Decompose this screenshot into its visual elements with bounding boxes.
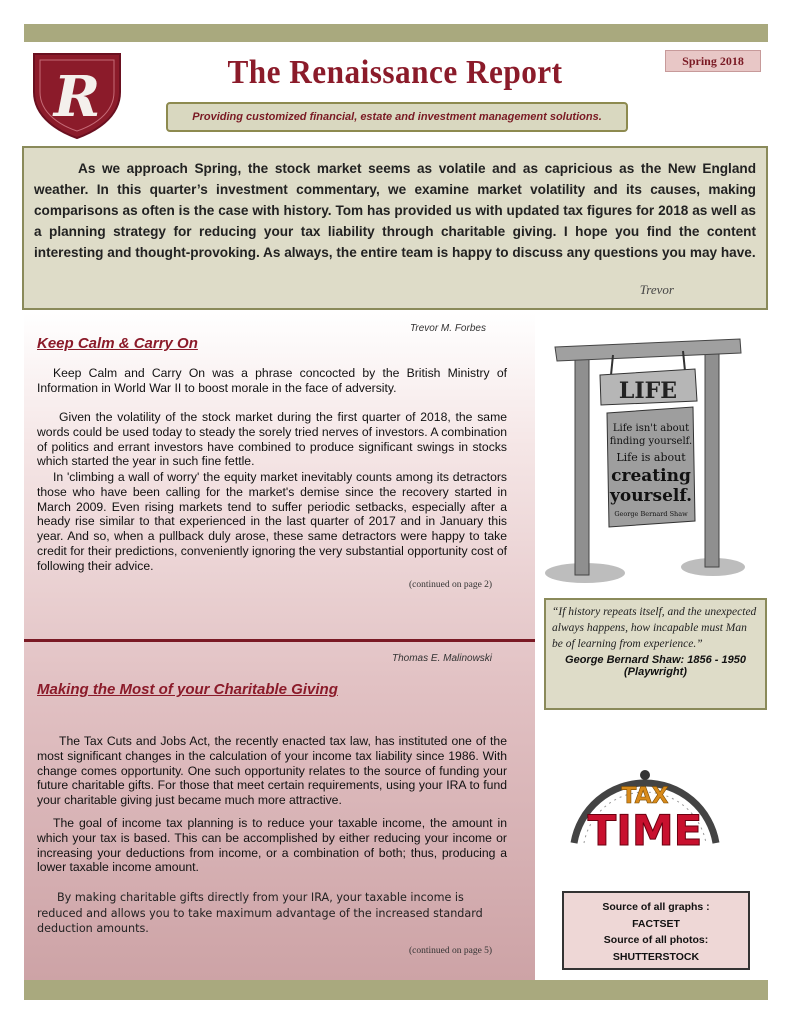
photos-source-value: SHUTTERSTOCK — [612, 950, 700, 963]
top-decorative-bar — [24, 24, 768, 42]
life-sign-illustration — [545, 335, 745, 590]
article2-paragraph: By making charitable gifts directly from your IRA, your taxable income is reduced and allows you to take maximum advantage of the increased standard deduction amounts. — [37, 891, 483, 935]
article1-paragraph: Given the volatility of the stock market during the first quarter of 2018, the same words could be used today to steady the sorely tried nerves of investors. A combination of politics and errant investors have combined to produce significant swings in stocks which started the year in such fine fettle. — [37, 410, 507, 469]
sign-text: Life is about — [616, 451, 686, 464]
graphs-source-value: FACTSET — [632, 917, 680, 930]
sources-box — [562, 891, 750, 970]
article1-paragraph: In 'climbing a wall of worry' the equity market inevitably counts among its detractors those who have been calling for the market's demise since the recovery started in March 2009. Even rising markets tend to suffer periodic setbacks, especially after a heady rise similar to that experienced in the last quarter of 2017 and in January this year. And so, when a pullback duly arose, these same detractors were happy to take credit for their predictions, conveniently ignoring the very substantial opportunity cost of following their advice. — [37, 470, 507, 573]
article-divider — [24, 639, 535, 642]
tagline: Providing customized financial, estate and investment management solutions. — [166, 102, 628, 132]
season-badge: Spring 2018 — [665, 50, 761, 72]
quote-box — [544, 598, 767, 710]
sign-text: creating — [611, 466, 691, 486]
article1-continued: (continued on page 2) — [409, 580, 493, 590]
tax-word: TAX — [621, 784, 669, 809]
article2-paragraph: The Tax Cuts and Jobs Act, the recently enacted tax law, has instituted one of the most significant changes in the calculation of your income tax liability since 1986. With change comes opportunity. One such opportunity relates to the source of funding your future charitable gifts. For those that meet certain requirements, using your IRA to fund your charitable giving just became much more attractive. — [37, 734, 507, 808]
graphs-source-label: Source of all graphs : — [602, 901, 710, 913]
intro-text: As we approach Spring, the stock market seems as volatile and as capricious as the New England weather. In this quarter’s investment commentary, we examine market volatility and its causes, making comparisons as often is the case with history. Tom has provided us with updated tax figures for 2018 as well as a planning strategy for reducing your tax liability through charitable giving. I hope you find the content interesting and thought-provoking. As always, the entire team is happy to discuss any questions you may have. — [34, 161, 756, 260]
sign-text: George Bernard Shaw — [614, 510, 688, 518]
time-word: TIME — [587, 806, 703, 855]
sign-text: yourself. — [609, 486, 693, 506]
sign-text: finding yourself. — [609, 436, 693, 447]
article1-byline: Trevor M. Forbes — [410, 323, 486, 334]
sign-text: Life isn't about — [612, 423, 690, 434]
article2-byline: Thomas E. Malinowski — [392, 653, 493, 664]
shield-logo — [30, 48, 124, 140]
quote-author: George Bernard Shaw: 1856 - 1950 — [565, 654, 746, 666]
article1-title: Keep Calm & Carry On — [37, 335, 198, 352]
article2-paragraph: The goal of income tax planning is to reduce your taxable income, the amount in which your tax is based. This can be accomplished by either reducing your income or increasing your deductions from income, or a combination of both; thus, producing a lower taxable income amount. — [37, 816, 507, 875]
logo-letter: R — [53, 64, 101, 130]
newsletter-title: The Renaissance Report — [227, 54, 563, 91]
tax-time-illustration — [560, 745, 730, 860]
bottom-decorative-bar — [24, 980, 768, 1000]
intro-panel — [22, 146, 768, 310]
articles-column — [24, 313, 535, 980]
article1-paragraph: Keep Calm and Carry On was a phrase concocted by the British Ministry of Information in World War II to boost morale in the face of adversity. — [37, 366, 507, 395]
quote-text: “If history repeats itself, and the unexpected always happens, how incapable must Man be of learning from experience.” — [552, 606, 757, 650]
article2-title: Making the Most of your Charitable Giving — [37, 681, 338, 698]
intro-signature: Trevor — [639, 282, 674, 297]
quote-role: (Playwright) — [624, 666, 687, 678]
photos-source-label: Source of all photos: — [603, 934, 709, 946]
article2-continued: (continued on page 5) — [409, 946, 493, 956]
sign-life-text: LIFE — [618, 378, 678, 404]
